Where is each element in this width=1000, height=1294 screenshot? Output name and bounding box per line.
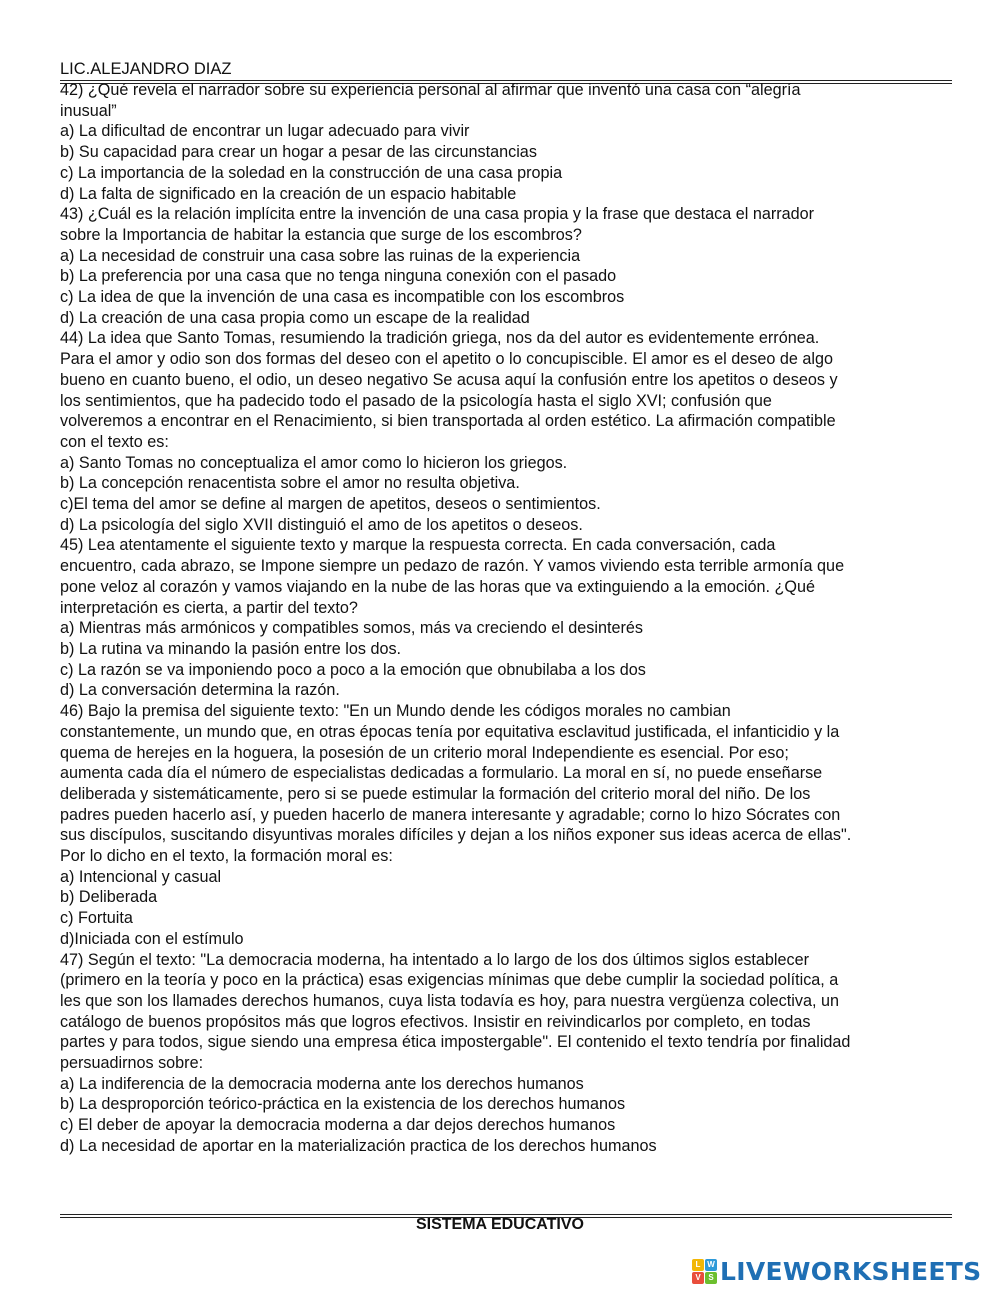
text-line: con el texto es:	[60, 432, 169, 451]
text-line: c) La importancia de la soledad en la construcción de una casa propia	[60, 163, 563, 182]
text-line: bueno en cuanto bueno, el odio, un deseo negativo Se acusa aquí la confusión entre los apetitos o deseos y	[60, 370, 838, 389]
footer-rule-upper	[60, 1214, 952, 1215]
text-line: 43) ¿Cuál es la relación implícita entre la invención de una casa propia y la frase que destaca el narrador	[60, 205, 815, 224]
text-line: aumenta cada día el número de especialistas dedicadas a formulario. La moral en sí, no puede enseñarse	[60, 764, 823, 783]
liveworksheets-logo-icon	[692, 1259, 717, 1284]
text-line: b) La concepción renacentista sobre el amor no resulta objetiva.	[60, 474, 520, 493]
text-line: c) El deber de apoyar la democracia moderna a dar dejos derechos humanos	[60, 1116, 616, 1135]
text-line: d) La conversación determina la razón.	[60, 681, 340, 700]
text-line: a) La necesidad de construir una casa sobre las ruinas de la experiencia	[60, 246, 581, 265]
text-line: interpretación es cierta, a partir del texto?	[60, 598, 358, 617]
text-line: d) La falta de significado en la creación de un espacio habitable	[60, 184, 517, 203]
text-line: a) La dificultad de encontrar un lugar adecuado para vivir	[60, 122, 470, 141]
text-line: persuadirnos sobre:	[60, 1054, 204, 1073]
text-line: a) Santo Tomas no conceptualiza el amor como lo hicieron los griegos.	[60, 453, 568, 472]
text-line: c) La razón se va imponiendo poco a poco a la emoción que obnubilaba a los dos	[60, 660, 646, 679]
text-line: 44) La idea que Santo Tomas, resumiendo la tradición griega, nos da del autor es evidentemente errónea.	[60, 329, 820, 348]
text-line: quema de herejes en la hoguera, la posesión de un criterio moral Independiente es esencial. Por eso;	[60, 743, 789, 762]
text-line: b) La preferencia por una casa que no tenga ninguna conexión con el pasado	[60, 267, 617, 286]
text-line: d) La creación de una casa propia como un escape de la realidad	[60, 308, 530, 327]
text-line: c) La idea de que la invención de una casa es incompatible con los escombros	[60, 288, 625, 307]
logo-mark-cell: V	[692, 1272, 704, 1284]
worksheet-body	[60, 80, 950, 1157]
liveworksheets-logo-text: LIVEWORKSHEETS	[720, 1256, 982, 1286]
text-line: encuentro, cada abrazo, se Impone siempre un pedazo de razón. Y vamos viviendo esta terrible armonía que	[60, 557, 845, 576]
text-line: 47) Según el texto: "La democracia moderna, ha intentado a lo largo de los dos últimos siglos establecer	[60, 950, 810, 969]
text-line: a) Mientras más armónicos y compatibles somos, más va creciendo el desinterés	[60, 619, 643, 638]
text-line: pone veloz al corazón y vamos viajando en la nube de las horas que va extinguiendo a la emoción. ¿Qué	[60, 577, 815, 596]
text-line: a) Intencional y casual	[60, 867, 222, 886]
logo-mark-cell: L	[692, 1259, 704, 1271]
text-line: b) Deliberada	[60, 888, 158, 907]
author-header: LIC.ALEJANDRO DIAZ	[60, 60, 232, 78]
text-line: a) La indiferencia de la democracia moderna ante los derechos humanos	[60, 1074, 584, 1093]
text-line: 46) Bajo la premisa del siguiente texto: "En un Mundo dende les códigos morales no cambian	[60, 702, 731, 721]
text-line: b) La desproporción teórico-práctica en la existencia de los derechos humanos	[60, 1095, 626, 1114]
text-line: les que son los llamades derechos humanos, cuya lista todavía es hoy, para nuestra vergüenza colectiva, un	[60, 991, 839, 1010]
text-line: (primero en la teoría y poco en la práctica) esas exigencias mínimas que debe cumplir la sociedad política, a	[60, 971, 839, 990]
text-line: b) La rutina va minando la pasión entre los dos.	[60, 639, 402, 658]
text-line: partes y para todos, sigue siendo una empresa ética impostergable". El contenido el texto tendría por finalidad	[60, 1033, 851, 1052]
text-line: d) La psicología del siglo XVII distinguió el amo de los apetitos o deseos.	[60, 515, 583, 534]
text-line: constantemente, un mundo que, en otras épocas tenía por equitativa esclavitud justificada, el infanticidio y la	[60, 722, 840, 741]
text-line: 45) Lea atentamente el siguiente texto y marque la respuesta correcta. En cada conversación, cada	[60, 536, 776, 555]
footer-title: SISTEMA EDUCATIVO	[415, 1216, 584, 1233]
text-line: d)Iniciada con el estímulo	[60, 929, 244, 948]
text-line: b) Su capacidad para crear un hogar a pesar de las circunstancias	[60, 143, 537, 162]
text-line: volveremos a encontrar en el Renacimiento, si bien transportada al orden estético. La afirmación compatible	[60, 412, 836, 431]
text-line: sobre la Importancia de habitar la estancia que surge de los escombros?	[60, 225, 582, 244]
logo-mark-cell: S	[705, 1272, 717, 1284]
text-line: los sentimientos, que ha padecido todo el pasado de la psicología hasta el siglo XVI; confusión que	[60, 391, 772, 410]
text-line: Por lo dicho en el texto, la formación moral es:	[60, 847, 393, 866]
text-line: catálogo de buenos propósitos más que logros efectivos. Insistir en reivindicarlos por completo, en todas	[60, 1012, 811, 1031]
logo-mark-cell: W	[705, 1259, 717, 1271]
text-line: inusual”	[60, 101, 117, 120]
text-line: Para el amor y odio son dos formas del deseo con el apetito o lo concupiscible. El amor es el deseo de algo	[60, 350, 833, 369]
text-line: padres pueden hacerlo así, y pueden hacerlo de manera interesante y agradable; corno lo hizo Sócrates con	[60, 805, 841, 824]
text-line: c)El tema del amor se define al margen de apetitos, deseos o sentimientos.	[60, 495, 601, 514]
text-line: 42) ¿Qué revela el narrador sobre su experiencia personal al afirmar que inventó una casa con “alegría	[60, 81, 801, 99]
text-line: sus discípulos, suscitando disyuntivas morales difíciles y dejan a los niños exponer sus ideas acerca de ellas".	[60, 826, 852, 845]
text-line: deliberada y sistemáticamente, pero si se puede estimular la formación del criterio moral del niño. De los	[60, 784, 811, 803]
text-line: c) Fortuita	[60, 909, 133, 928]
liveworksheets-logo[interactable]	[692, 1256, 981, 1286]
text-line: d) La necesidad de aportar en la materialización practica de los derechos humanos	[60, 1136, 657, 1155]
